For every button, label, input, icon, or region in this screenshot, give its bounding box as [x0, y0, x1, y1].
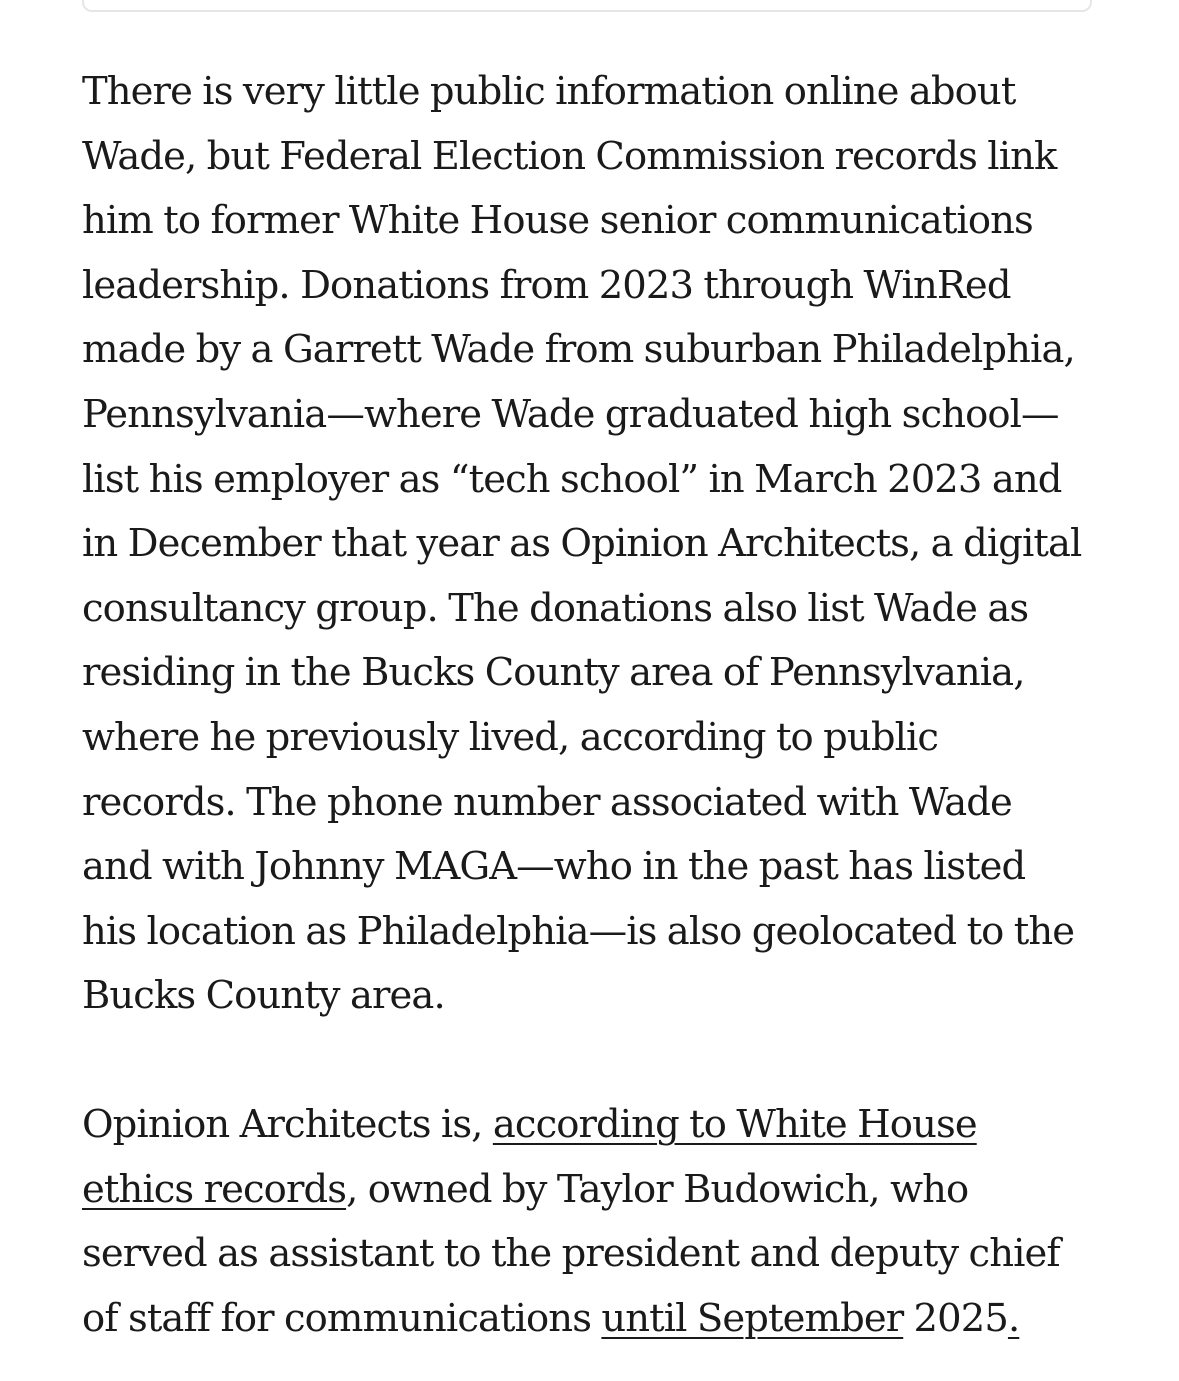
paragraph-line: his location as Philadelphia—is also geolocated to the	[82, 908, 1075, 954]
paragraph-line	[82, 1158, 1102, 1223]
paragraph-text: 2025	[903, 1295, 1008, 1341]
paragraph-line: leadership. Donations from 2023 through WinRed	[82, 262, 1011, 308]
ethics-records-link[interactable]: according to White House	[492, 1101, 977, 1147]
paragraph-line	[82, 1287, 1102, 1352]
paragraph-line: where he previously lived, according to public	[82, 714, 939, 760]
article-paragraph-1	[82, 60, 1102, 1029]
paragraph-line: Pennsylvania—where Wade graduated high school—	[82, 391, 1059, 437]
period-link[interactable]: .	[1007, 1295, 1020, 1341]
paragraph-line: in December that year as Opinion Architects, a digital	[82, 521, 1082, 567]
paragraph-line: records. The phone number associated with Wade	[82, 779, 1012, 825]
paragraph-line: him to former White House senior communications	[82, 198, 1033, 244]
paragraph-line: Wade, but Federal Election Commission records link	[82, 133, 1057, 179]
paragraph-text: of staff for communications	[82, 1295, 602, 1341]
paragraph-line: consultancy group. The donations also list Wade as	[82, 585, 1029, 631]
paragraph-line	[82, 1093, 1102, 1158]
paragraph-line: residing in the Bucks County area of Pennsylvania,	[82, 650, 1025, 696]
ethics-records-link-continued[interactable]: ethics records	[82, 1166, 347, 1212]
paragraph-text: Opinion Architects is,	[82, 1101, 493, 1147]
paragraph-line: made by a Garrett Wade from suburban Philadelphia,	[82, 327, 1075, 373]
paragraph-line: and with Johnny MAGA—who in the past has listed	[82, 844, 1026, 890]
paragraph-line: list his employer as “tech school” in March 2023 and	[82, 456, 1062, 502]
paragraph-text: , owned by Taylor Budowich, who	[346, 1166, 969, 1212]
paragraph-line: Bucks County area.	[82, 973, 445, 1019]
paragraph-line: served as assistant to the president and deputy chief	[82, 1231, 1060, 1277]
article-body	[82, 60, 1102, 1351]
article-paragraph-2	[82, 1093, 1102, 1351]
embedded-card-bottom-edge	[82, 0, 1092, 12]
until-september-link[interactable]: until September	[601, 1295, 904, 1341]
paragraph-line: There is very little public information online about	[82, 69, 1016, 114]
